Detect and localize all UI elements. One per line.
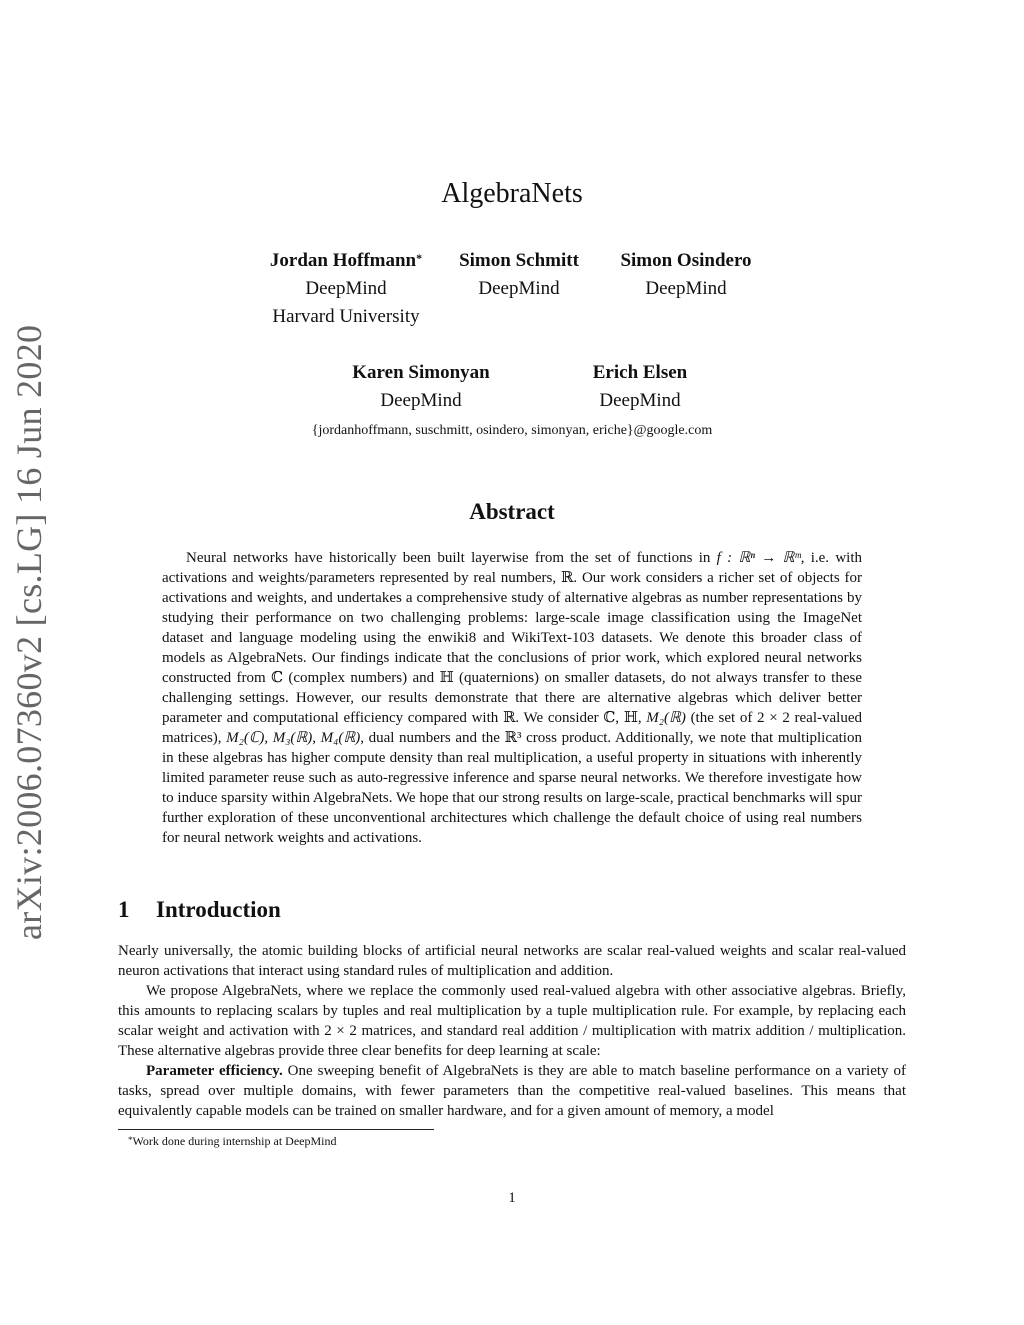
footnote-mark: *	[128, 1135, 133, 1145]
section-number: 1	[118, 897, 130, 922]
math-inline: f : ℝⁿ → ℝᵐ	[716, 550, 801, 566]
paragraph-lead: Parameter efficiency.	[146, 1063, 283, 1079]
math-inline: M₂(ℝ)	[646, 710, 686, 726]
author-name: Jordan Hoffmann	[269, 250, 417, 271]
author-name: Simon Schmitt	[459, 250, 579, 271]
paper-title: AlgebraNets	[441, 178, 583, 209]
footnote-text: Work done during internship at DeepMind	[132, 1134, 337, 1148]
author-affiliation: DeepMind	[380, 390, 462, 411]
author-name: Simon Osindero	[620, 250, 752, 271]
author-block-elsen	[570, 362, 710, 418]
section-title: Introduction	[156, 897, 281, 922]
intro-paragraph-3: Parameter efficiency. One sweeping benefit of AlgebraNets is they are able to match baseline performance on a variety of tasks, spread over multiple domains, with fewer parameters than the competitive real-valued baselines. This means that equivalently capable models can be trained on smaller hardware, and for a given amount of memory, a model	[118, 1063, 906, 1119]
intro-paragraph-1: Nearly universally, the atomic building blocks of artificial neural networks are scalar real-valued weights and scalar real-valued neuron activations that interact using standard rules of multiplication and addition.	[118, 943, 906, 979]
author-block-hoffmann	[262, 250, 430, 334]
author-affiliation: DeepMind	[305, 278, 387, 299]
footnote-mark: *	[416, 251, 423, 265]
author-affiliation: DeepMind	[599, 390, 681, 411]
author-block-osindero	[608, 250, 764, 306]
abstract-heading: Abstract	[469, 499, 555, 524]
author-affiliation: DeepMind	[645, 278, 727, 299]
footnote-divider	[118, 1129, 434, 1130]
author-name: Erich Elsen	[592, 362, 688, 383]
author-block-simonyan	[340, 362, 502, 418]
author-emails: {jordanhoffmann, suschmitt, osindero, simonyan, eriche}@google.com	[311, 423, 713, 438]
intro-paragraph-2: We propose AlgebraNets, where we replace the commonly used real-valued algebra with other associative algebras. Briefly, this amounts to replacing scalars by tuples and real multiplication by a tuple multiplication rule. For example, by replacing each scalar weight and activation with 2 × 2 matrices, and standard real addition / multiplication with matrix addition / multiplication. These alternative algebras provide three clear benefits for deep learning at scale:	[118, 983, 906, 1059]
footnote	[128, 1134, 337, 1149]
author-affiliation-2: Harvard University	[272, 306, 420, 327]
arxiv-identifier: arXiv:2006.07360v2 [cs.LG] 16 Jun 2020	[9, 324, 49, 940]
author-name: Karen Simonyan	[352, 362, 490, 383]
author-affiliation: DeepMind	[478, 278, 560, 299]
section-heading	[118, 897, 281, 923]
author-block-schmitt	[448, 250, 590, 306]
page-number: 1	[508, 1190, 516, 1206]
math-inline: M₂(ℂ), M₃(ℝ), M₄(ℝ)	[226, 730, 361, 746]
abstract-text: Neural networks have historically been built layerwise from the set of functions in f : ℝⁿ → ℝᵐ, i.e. with activations and weights/parameters represented by real numbers, ℝ. Our work considers a richer set of objects for activations and weights, and undertakes a comprehensive study of alternative algebras as number representations by studying their performance on two challenging problems: large-scale image classification using the ImageNet dataset and language modeling using the enwiki8 and WikiText-103 datasets. We denote this broader class of models as AlgebraNets. Our findings indicate that the conclusions of prior work, which explored neural networks constructed from ℂ (complex numbers) and ℍ (quaternions) on smaller datasets, do not always transfer to these challenging settings. However, our results demonstrate that there are alternative algebras which deliver better parameter and computational efficiency compared with ℝ. We consider ℂ, ℍ, M₂(ℝ) (the set of 2 × 2 real-valued matrices), M₂(ℂ), M₃(ℝ), M₄(ℝ), dual numbers and the ℝ³ cross product. Additionally, we note that multiplication in these algebras has higher compute density than real multiplication, a useful property in situations with inherently limited parameter reuse such as auto-regressive inference and sparse neural networks. We therefore investigate how to induce sparsity within AlgebraNets. We hope that our strong results on large-scale, practical benchmarks will spur further exploration of these unconventional architectures which challenge the default choice of using real numbers for neural network weights and activations.	[162, 550, 863, 846]
